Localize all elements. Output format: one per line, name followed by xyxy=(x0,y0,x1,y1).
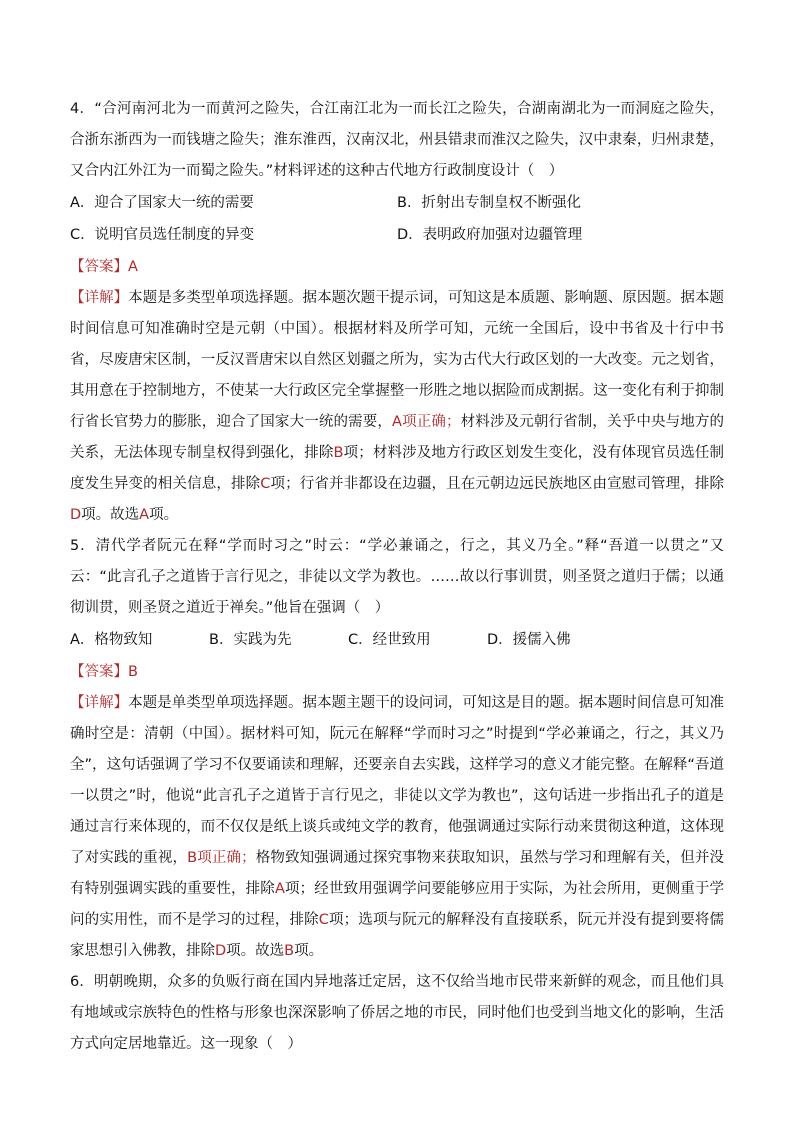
question-5-option-a: A．格物致知 xyxy=(70,632,153,648)
answer-tag: 【答案】 xyxy=(70,664,128,680)
detail-highlight: A项正确； xyxy=(392,414,461,430)
detail-text: 项；材料涉及地方行政区划发生变化，没有体现官员选任制度发生异变的相关信息，排除 xyxy=(70,445,725,492)
answer-letter: A xyxy=(128,259,138,275)
detail-tag: 【详解】 xyxy=(70,695,129,711)
question-4-answer xyxy=(70,251,724,283)
exam-page xyxy=(70,94,724,1060)
question-4-option-a: A．迎合了国家大一统的需要 xyxy=(70,195,254,211)
question-5-stem: 5．清代学者阮元在释“学而时习之”时云：“学必兼诵之，行之，其义乃全。”释“吾道一以贯之”又云：“此言孔子之道皆于言行见之，非徒以文学为教也。……故以行事训贯，则圣贤之道归于儒；以通彻训贯，则圣贤之道近于禅矣。”他旨在强调（ ） xyxy=(70,538,724,616)
detail-text: 本题是单类型单项选择题。据本题主题干的设问词，可知这是目的题。据本题时间信息可知准确时空是：清朝（中国）。据材料可知，阮元在解释“学而时习之”时提到“学必兼诵之，行之，其义乃全”，这句话强调了学习不仅要诵读和理解，还要亲自去实践，这样学习的意义才能完整。在解释“吾道一以贯之”时，他说“此言孔子之道皆于言行见之，非徒以文学为教也”，这句话进一步指出孔子的道是通过言行来体现的，而不仅仅是纸上谈兵或纯文学的教育，他强调通过实际行动来贯彻这种道，这体现了对实践的重视， xyxy=(70,695,725,866)
detail-highlight: C xyxy=(260,476,271,492)
question-5-detail xyxy=(70,688,724,967)
detail-highlight: D xyxy=(215,943,227,959)
question-4-option-b: B．折射出专制皇权不断强化 xyxy=(397,195,581,211)
detail-highlight: A xyxy=(274,881,285,897)
detail-highlight: B项正确； xyxy=(187,850,256,866)
answer-letter: B xyxy=(128,664,138,680)
detail-highlight: A xyxy=(139,507,150,523)
detail-highlight: B xyxy=(333,445,344,461)
detail-text: 项。故选 xyxy=(81,507,140,523)
detail-highlight: B xyxy=(284,943,295,959)
detail-text: 项。 xyxy=(294,943,324,959)
question-5-answer xyxy=(70,656,724,688)
question-5-option-c: C．经世致用 xyxy=(348,632,431,648)
question-4-options-row-1 xyxy=(70,187,724,219)
question-5-option-b: B．实践为先 xyxy=(209,632,292,648)
detail-highlight: D xyxy=(70,507,82,523)
question-4-option-c: C．说明官员选任制度的异变 xyxy=(70,227,255,243)
detail-text: 项。 xyxy=(149,507,179,523)
question-5-option-d: D．援儒入佛 xyxy=(487,632,571,648)
detail-text: 材料涉及元朝行省制，关乎中央与地方的关系，无法体现专制皇权得到强化，排除 xyxy=(70,414,725,461)
question-6-stem: 6．明朝晚期，众多的负贩行商在国内异地落迁定居，这不仅给当地市民带来新鲜的观念，而且他们具有地域或宗族特色的性格与形象也深深影响了侨居之地的市民，同时他们也受到当地文化的影响，生活方式向定居地靠近。这一现象（ ） xyxy=(70,974,724,1052)
detail-text: 项；经世致用强调学问要能够应用于实际，为社会所用，更侧重于学问的实用性，而不是学习的过程，排除 xyxy=(70,881,725,928)
detail-text: 项；行省并非都设在边疆，且在元朝边远民族地区由宣慰司管理，排除 xyxy=(270,476,725,492)
detail-text: 项。故选 xyxy=(226,943,285,959)
question-4-stem: 4．“合河南河北为一而黄河之险失，合江南江北为一而长江之险失，合湖南湖北为一而洞庭之险失，合浙东浙西为一而钱塘之险失；淮东淮西，汉南汉北，州县错隶而淮汉之险失，汉中隶秦，归州隶楚，又合内江外江为一而蜀之险失。”材料评述的这种古代地方行政制度设计（ ） xyxy=(70,101,724,179)
question-4-option-d: D．表明政府加强对边疆管理 xyxy=(397,227,583,243)
question-4-options-row-2 xyxy=(70,219,724,251)
detail-highlight: C xyxy=(318,912,329,928)
detail-text: 项；选项与阮元的解释没有直接联系，阮元并没有提到要将儒家思想引入佛教，排除 xyxy=(70,912,725,959)
detail-text: 格物致知强调通过探究事物来获取知识，虽然与学习和理解有关，但并没有特别强调实践的重要性，排除 xyxy=(70,850,725,897)
question-4-detail xyxy=(70,283,724,531)
detail-tag: 【详解】 xyxy=(70,290,129,306)
question-5-options-row xyxy=(70,624,724,656)
answer-tag: 【答案】 xyxy=(70,259,128,275)
detail-text: 本题是多类型单项选择题。据本题次题干提示词，可知这是本质题、影响题、原因题。据本题时间信息可知准确时空是元朝（中国）。根据材料及所学可知，元统一全国后，设中书省及十行中书省，尽废唐宋区制，一反汉晋唐宋以自然区划疆之所为，实为古代大行政区划的一大改变。元之划省，其用意在于控制地方，不使某一大行政区完全掌握整一形胜之地以据险而成割据。这一变化有利于抑制行省长官势力的膨胀，迎合了国家大一统的需要， xyxy=(70,290,725,430)
